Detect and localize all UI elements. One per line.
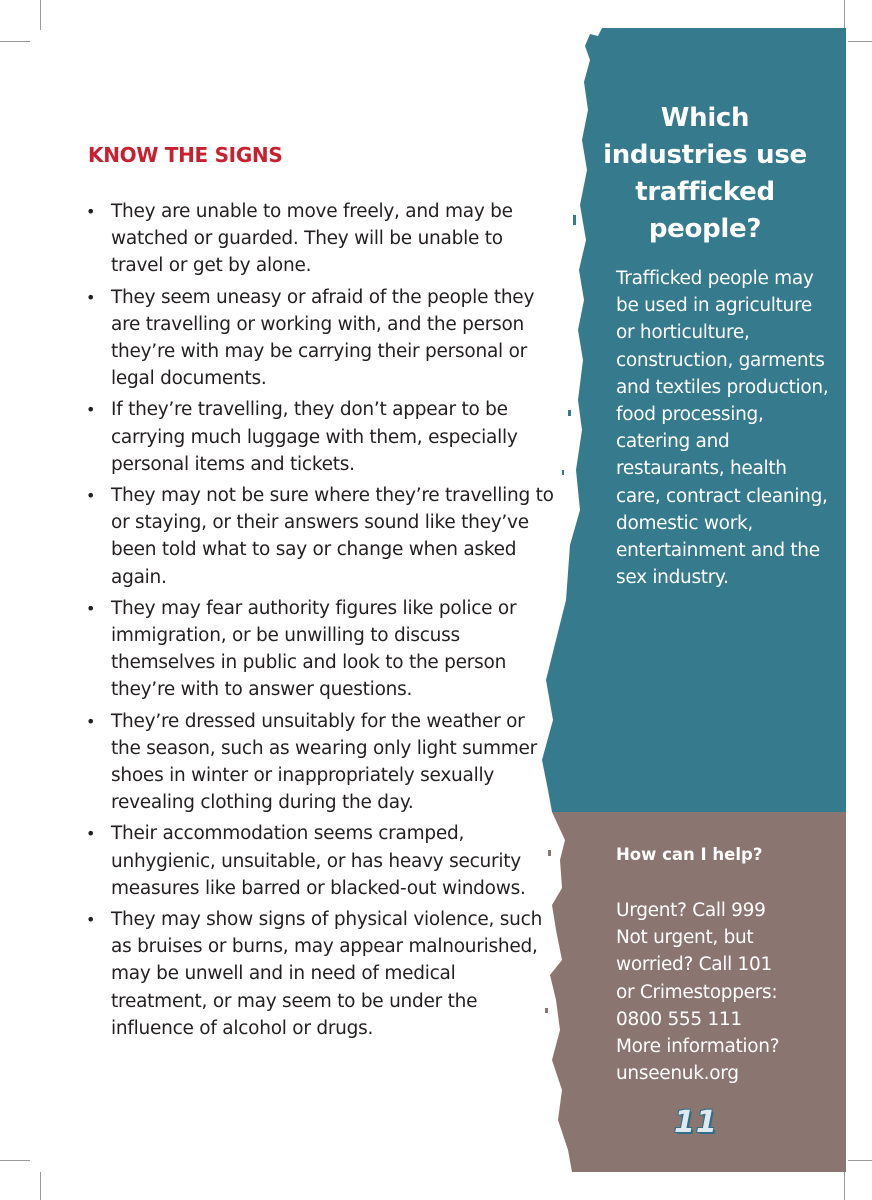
list-item: • They’re dressed unsuitably for the weather or the season, such as wearing only light summer shoes in winter or inappropriately sexually revealing clothing during the day.	[86, 708, 556, 817]
signs-list	[86, 198, 556, 1046]
help-line-phone: 0800 555 111	[616, 1008, 742, 1030]
list-item: • They are unable to move freely, and may be watched or guarded. They will be unable to travel or get by alone.	[86, 198, 556, 280]
industries-title: Which industries use trafficked people?	[603, 103, 807, 244]
page-number: 11	[674, 1105, 718, 1140]
list-item: • They seem uneasy or afraid of the people they are travelling or working with, and the person they’re with may be carrying their personal or legal documents.	[86, 284, 556, 393]
help-line-urgent: Urgent? Call 999	[616, 900, 766, 921]
industries-body: Trafficked people may be used in agriculture or horticulture, construction, garments and textiles production, food processing, catering and restaurants, health care, contract cleaning, domestic work, entertainment and the sex industry.	[616, 268, 829, 589]
help-title: How can I help?	[616, 845, 763, 864]
list-item: • Their accommodation seems cramped, unhygienic, unsuitable, or has heavy security measures like barred or blacked-out windows.	[86, 820, 556, 902]
help-line-not-urgent: Not urgent, but	[616, 927, 754, 949]
know-the-signs-heading: KNOW THE SIGNS	[88, 143, 283, 167]
list-item: • They may not be sure where they’re travelling to or staying, or their answers sound like they’ve been told what to say or change when asked again.	[86, 482, 556, 591]
help-line-more-info: More information?	[616, 1036, 780, 1058]
list-item: • They may fear authority figures like police or immigration, or be unwilling to discuss themselves in public and look to the person they’re with to answer questions.	[86, 595, 556, 704]
help-line-website: unseenuk.org	[616, 1063, 739, 1085]
list-item: • If they’re travelling, they don’t appear to be carrying much luggage with them, especially personal items and tickets.	[86, 396, 556, 478]
help-line-call-101: worried? Call 101	[616, 954, 772, 976]
help-line-crimestoppers: or Crimestoppers:	[616, 981, 778, 1003]
help-lines	[616, 897, 831, 1087]
list-item: • They may show signs of physical violence, such as bruises or burns, may appear malnourished, may be unwell and in need of medical treatment, or may seem to be under the influence of alcohol or drugs.	[86, 906, 556, 1042]
